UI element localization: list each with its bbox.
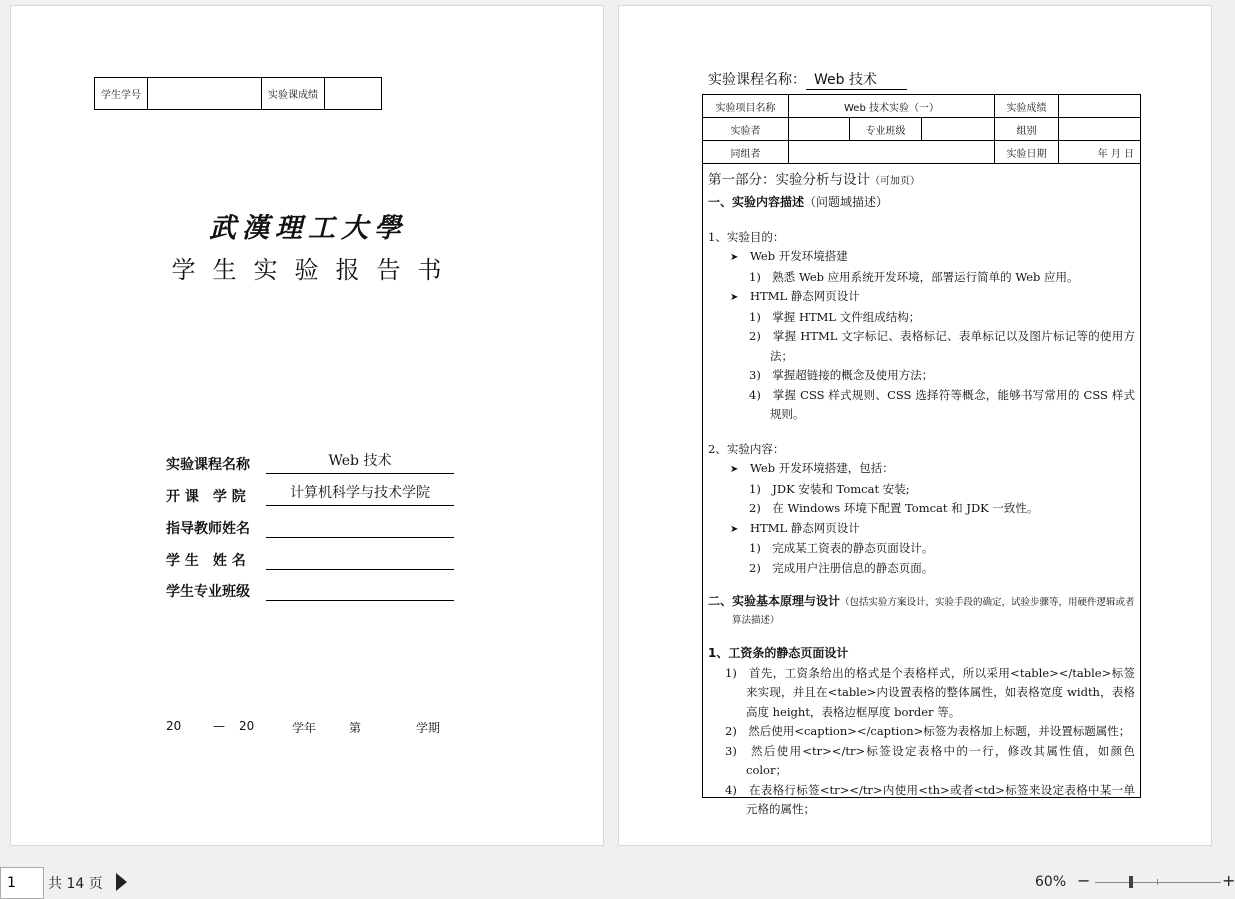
list-item: 2) 掌握 HTML 文字标记、表格标记、表单标记以及图片标记等的使用方法； [749, 329, 1135, 363]
info-row-college [166, 480, 456, 510]
info-row-teacher [166, 512, 456, 542]
grade-value[interactable] [325, 78, 382, 110]
content-head-text: HTML 静态网页设计 [750, 520, 860, 535]
list-item: 1) JDK 安装和 Tomcat 安装; [749, 481, 910, 496]
report-title: 学生实验报告书 [171, 256, 459, 284]
group-label: 组别 [995, 118, 1059, 141]
purpose-head-text: HTML 静态网页设计 [750, 289, 860, 303]
info-value[interactable] [266, 575, 454, 601]
list-item: 3) 然后使用<tr></tr>标签设定表格中的一行，修改其属性值，如颜色 color； [725, 743, 1135, 777]
status-bar [0, 864, 1235, 899]
info-label: 指导教师姓名 [166, 521, 250, 537]
term-dash: — [213, 719, 225, 733]
part1-heading [708, 169, 1135, 193]
experimenter-value[interactable] [789, 118, 850, 141]
term-year-from: 20 [166, 719, 182, 733]
list-item: 1) 熟悉 Web 应用系统开发环境，部署运行简单的 Web 应用。 [749, 269, 1079, 284]
purpose-head [708, 287, 1135, 308]
list-item: 1) 首先，工资条给出的格式是个表格样式，所以采用<table></table>标签来实现，并且在<table>内设置表格的整体属性，如表格宽度 width，表格高度 height，表格边框厚度 border 等。 [725, 665, 1135, 719]
section2-title: 二、实验基本原理与设计 [708, 594, 841, 608]
design-title: 1、工资条的静态页面设计 [708, 646, 849, 660]
part1-note: （可加页） [870, 176, 920, 187]
course-value: Web 技术 [806, 69, 907, 90]
info-value[interactable]: 计算机科学与技术学院 [266, 480, 454, 506]
zoom-level[interactable]: 60% [1035, 874, 1067, 890]
university-name: 武漢理工大學 [209, 213, 407, 244]
list-item: 2) 在 Windows 环境下配置 Tomcat 和 JDK 一致性。 [749, 501, 1039, 515]
zoom-slider-handle[interactable] [1129, 876, 1133, 888]
info-label: 学生专业班级 [166, 584, 250, 600]
term-school-year: 学年 [292, 721, 317, 735]
term-semester: 学期 [416, 721, 441, 735]
arrow-bullet-icon: ➤ [730, 523, 739, 535]
student-id-label: 学生学号 [95, 78, 148, 110]
student-id-value[interactable] [148, 78, 262, 110]
list-item: 4) 在表格行标签<tr></tr>内使用<th>或者<td>标签来设定表格中某一单元格的属性； [725, 782, 1135, 816]
document-page-2 [618, 5, 1212, 846]
info-label: 开 课 学 院 [166, 489, 246, 505]
content-title: 2、实验内容： [708, 441, 785, 456]
experimenter-label: 实验者 [703, 118, 789, 141]
page-number-input[interactable] [0, 867, 44, 899]
section1-note: （问题域描述） [804, 195, 889, 209]
info-value[interactable] [266, 512, 454, 538]
report-content [702, 163, 1141, 816]
score-label: 实验成绩 [995, 95, 1059, 118]
info-value[interactable] [266, 544, 454, 570]
zoom-in-button[interactable]: + [1222, 871, 1235, 890]
section1-heading [708, 193, 1135, 213]
list-item: 1) 完成某工资表的静态页面设计。 [749, 541, 934, 555]
info-row-student-name [166, 544, 456, 574]
section2-note: （包括实验方案设计，实验手段的确定，试验步骤等，用硬件逻辑或者算法描述） [732, 597, 1135, 626]
score-value[interactable] [1059, 95, 1141, 118]
list-item: 2) 然后使用<caption></caption>标签为表格加上标题，并设置标题属性； [725, 724, 1131, 738]
content-head [708, 519, 1135, 540]
arrow-bullet-icon: ➤ [730, 252, 739, 263]
info-row-course [166, 448, 456, 478]
course-label: 实验课程名称： [708, 72, 806, 88]
term-year-to: 20 [239, 719, 255, 733]
major-label: 专业班级 [850, 118, 922, 141]
zoom-out-button[interactable]: − [1077, 871, 1091, 890]
purpose-title: 1、实验目的： [708, 229, 785, 244]
list-item: 4) 掌握 CSS 样式规则、CSS 选择符等概念，能够书写常用的 CSS 样式规则。 [749, 387, 1135, 421]
info-value[interactable]: Web 技术 [266, 448, 454, 474]
list-item: 3) 掌握超链接的概念及使用方法； [749, 368, 934, 382]
date-label: 实验日期 [995, 141, 1059, 164]
purpose-head-text: Web 开发环境搭建 [750, 249, 848, 263]
term-ordinal: 第 [349, 721, 362, 735]
experiment-meta-table [702, 94, 1141, 164]
course-title [708, 69, 907, 90]
grade-label: 实验课成绩 [262, 78, 325, 110]
purpose-head [708, 247, 1135, 268]
project-value[interactable]: Web 技术实验（一） [789, 95, 995, 118]
arrow-bullet-icon: ➤ [730, 464, 739, 475]
arrow-bullet-icon: ➤ [730, 292, 739, 303]
total-pages: 共 14 页 [48, 876, 103, 892]
zoom-slider-tick [1157, 879, 1158, 885]
document-page-1 [10, 5, 604, 846]
project-label: 实验项目名称 [703, 95, 789, 118]
content-head-text: Web 开发环境搭建，包括： [750, 461, 894, 475]
student-id-table [94, 77, 382, 110]
group-value[interactable] [1059, 118, 1141, 141]
part1-title: 第一部分：实验分析与设计 [708, 172, 870, 188]
zoom-slider[interactable] [1095, 882, 1221, 883]
partner-label: 同组者 [703, 141, 789, 164]
section1-title: 一、实验内容描述 [708, 195, 805, 209]
partner-value[interactable] [789, 141, 995, 164]
date-value[interactable]: 年 月 日 [1059, 141, 1141, 164]
content-head [708, 459, 1135, 480]
info-row-class [166, 575, 456, 605]
section2-heading [708, 593, 1135, 629]
list-item: 1) 掌握 HTML 文件组成结构； [749, 309, 921, 324]
info-label: 学 生 姓 名 [166, 553, 246, 569]
list-item: 2) 完成用户注册信息的静态页面。 [749, 560, 934, 575]
next-page-icon[interactable] [116, 873, 127, 891]
major-value[interactable] [922, 118, 995, 141]
info-label: 实验课程名称 [166, 457, 250, 473]
